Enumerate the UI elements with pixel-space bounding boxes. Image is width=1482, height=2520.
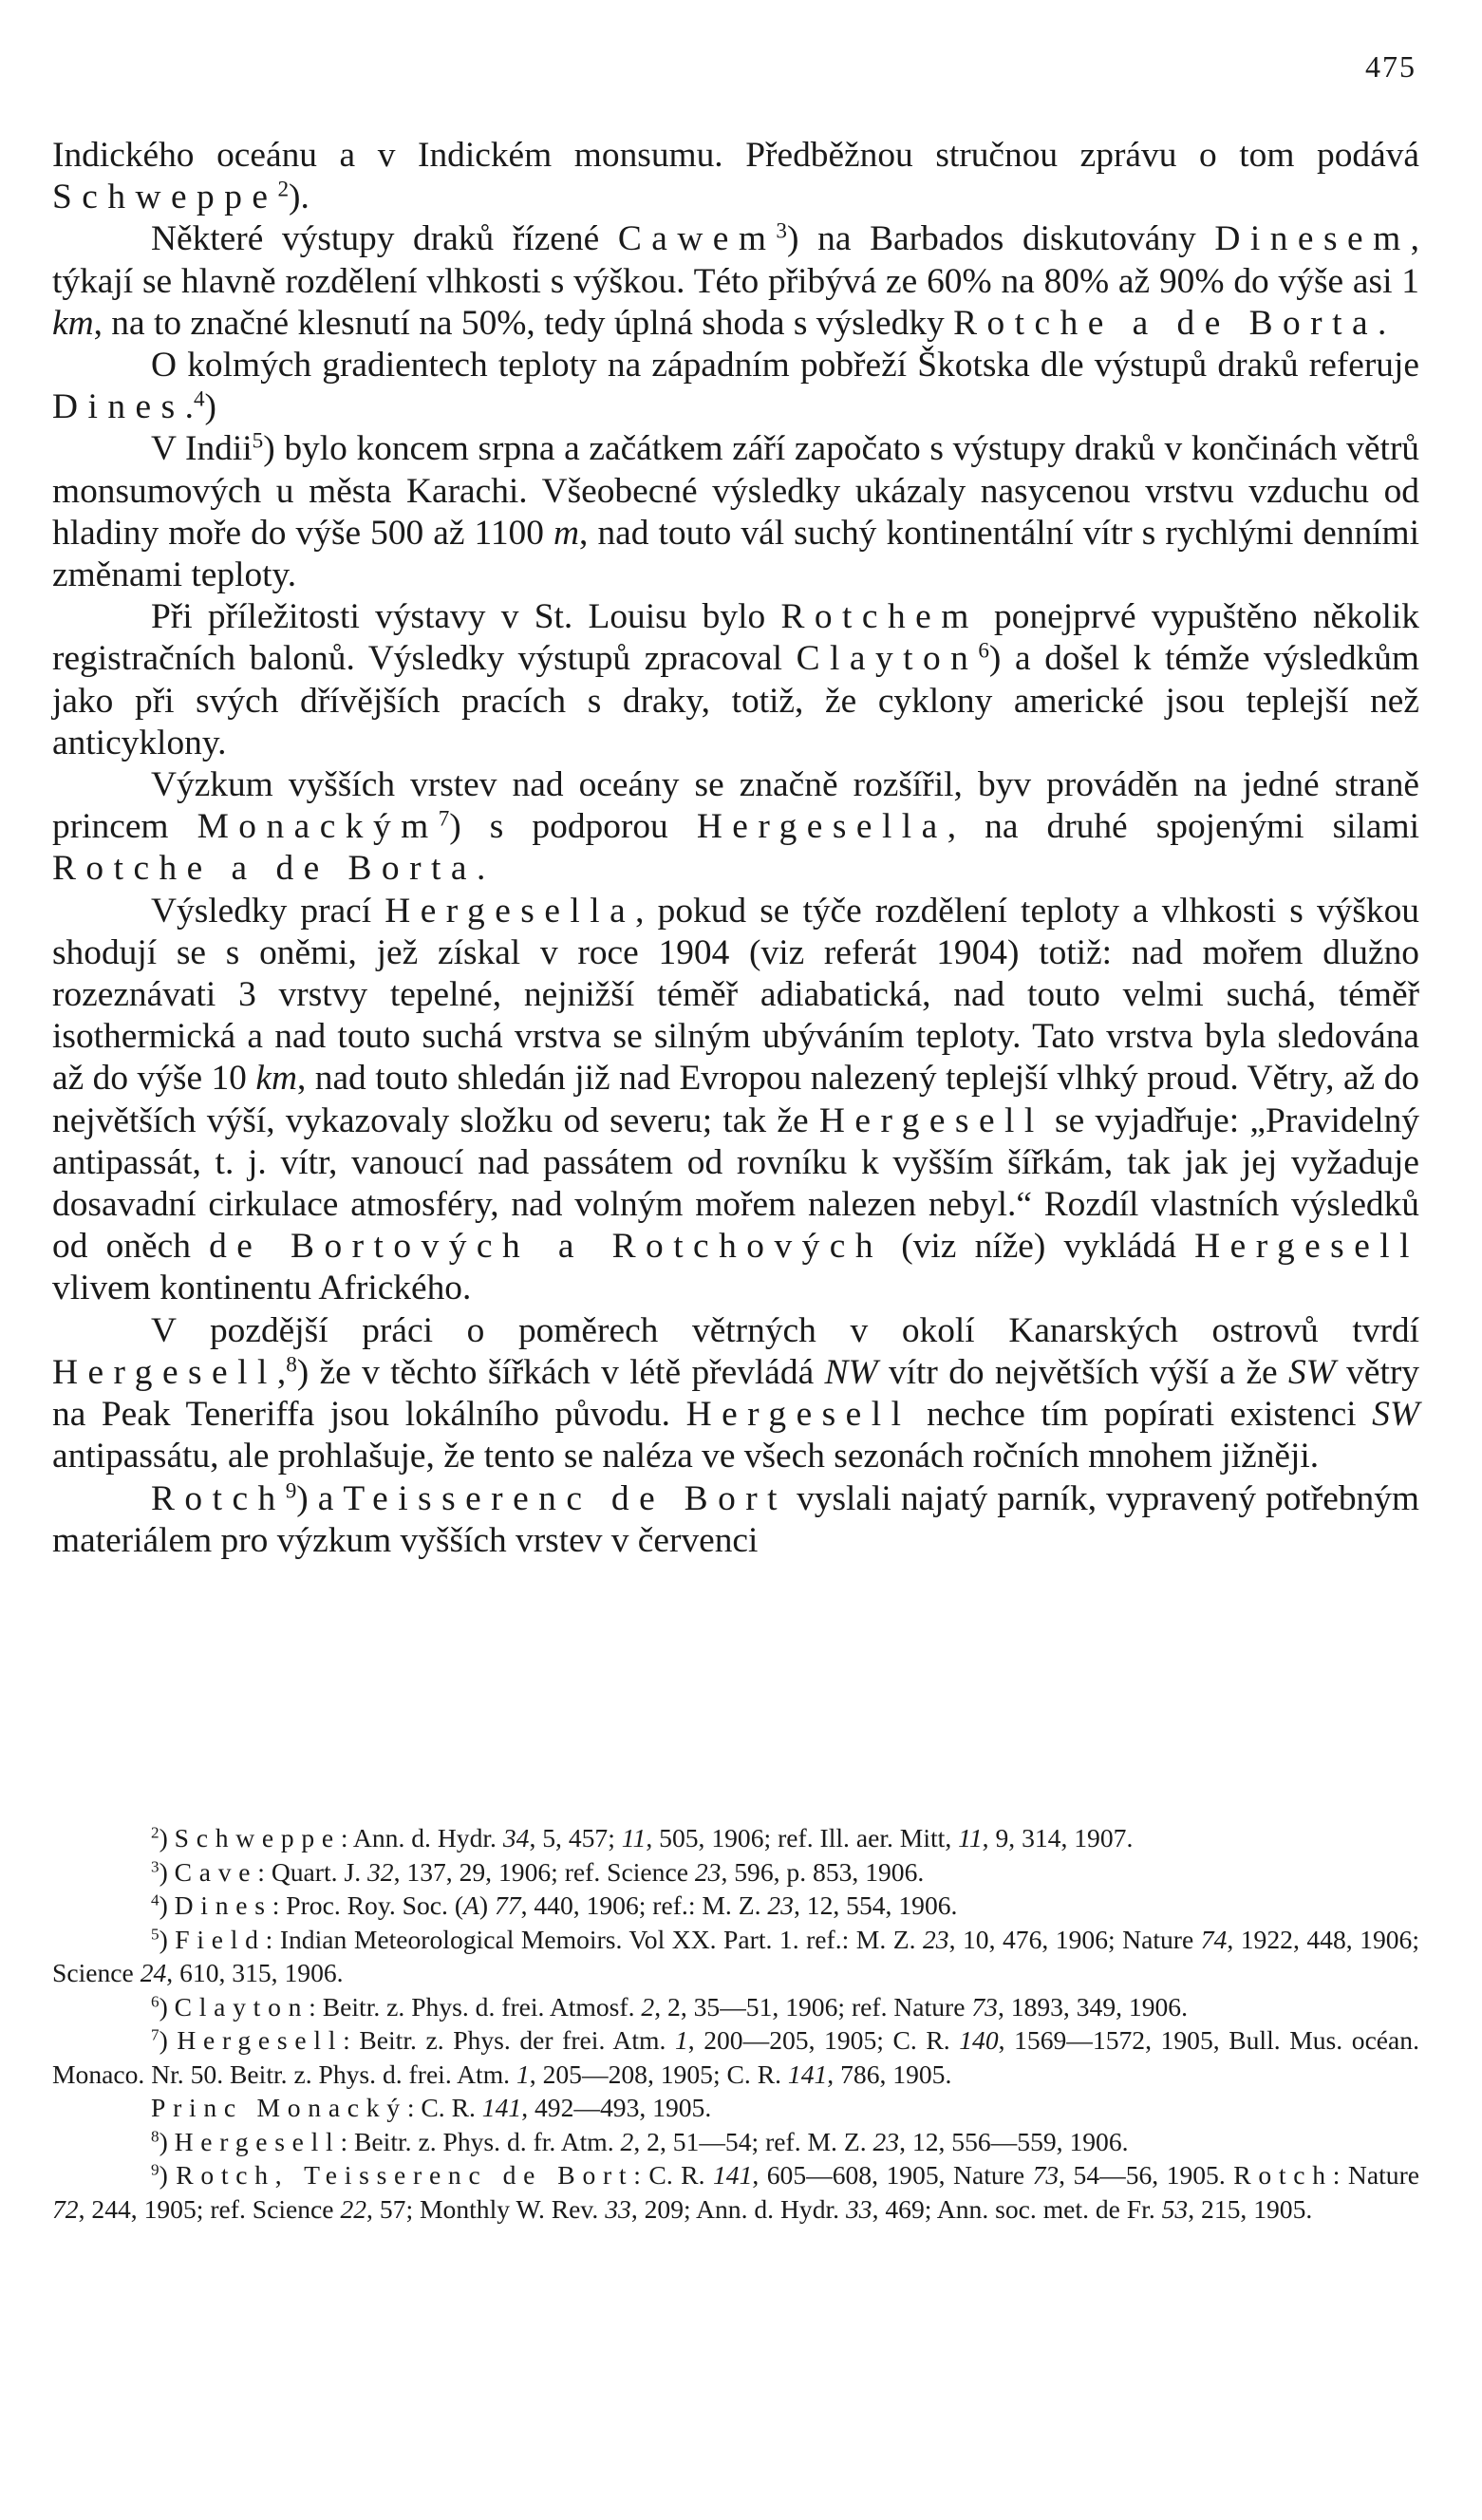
italic-text: m [553, 513, 580, 553]
spaced-name: Rotche a de Borta [52, 849, 477, 889]
text-run: : Quart. J. [257, 1856, 367, 1887]
text-run: V pozdější práci o poměrech větrných v okolí Kanarských ostrovů tvrdí [151, 1310, 1419, 1350]
italic-text: 32 [367, 1856, 394, 1887]
spaced-name: Cawem [617, 219, 777, 259]
spaced-name: Hergesell [174, 2126, 341, 2156]
text-run: , 9, 314, 1907. [982, 1823, 1134, 1852]
spaced-name: de Bortových a Rotchových [209, 1227, 884, 1267]
text-run: , 1893, 349, 1906. [997, 1991, 1188, 2022]
text-run: ) [478, 1890, 495, 1920]
text-run: , pokud se týče rozdělení teploty a vlhkosti s výškou shodují se s oněmi, jež získal v roce 1904 (viz referát 1904) totiž: nad mořem dlužno rozeznávati 3 vrstvy tepelné, nejnižší téměř adiabatická, nad touto velmi suchá, téměř isothermická a nad touto suchá vrstva se silným ubýváním teploty. Tato vrstva byla sledována až do výše 10 [52, 891, 1419, 1099]
text-run: : Beitr. z. Phys. der frei. Atm. [343, 2025, 675, 2055]
text-run: , nad touto vál suchý kontinentální vítr s rychlými denními změnami teploty. [52, 513, 1419, 595]
footnotes [52, 1821, 1419, 2226]
footnote [52, 2158, 1419, 2226]
spaced-name: Hergesell [1194, 1227, 1419, 1267]
footnote [52, 1923, 1419, 1990]
footnote-ref: 5 [151, 1925, 159, 1944]
text-run: , 215, 1905. [1188, 2193, 1313, 2224]
footnote-ref: 5 [252, 428, 264, 454]
text-run: , 205—208, 1905; C. R. [529, 2059, 788, 2089]
text-run: vlivem kontinentu Afrického. [52, 1269, 472, 1308]
italic-text: 73 [1032, 2160, 1060, 2190]
spaced-name: Schweppe [52, 178, 278, 217]
text-run: , [276, 1352, 287, 1392]
footnote-ref: 2 [151, 1823, 159, 1842]
text-run: , 596, p. 853, 1906. [721, 1856, 925, 1887]
spaced-name: Hergesell [818, 1100, 1044, 1140]
spaced-name: Hergesell [177, 2025, 344, 2055]
footnote [52, 1990, 1419, 2024]
spaced-name: Dines [174, 1890, 272, 1920]
spaced-name: Cave [174, 1856, 258, 1887]
italic-text: 23 [872, 2126, 900, 2156]
italic-text: 22 [340, 2193, 367, 2224]
text-run: , 440, 1906; ref.: M. Z. [520, 1890, 768, 1920]
spaced-name: Teisserenc de Bort [343, 1478, 788, 1518]
spaced-name: Dines [52, 387, 185, 427]
italic-text: SW [1372, 1395, 1419, 1435]
spaced-name: Dinesem [1214, 219, 1411, 259]
footnote-ref: 9 [285, 1477, 297, 1503]
text-run: nechce tím popírati existenci [910, 1395, 1373, 1435]
paragraph [52, 345, 1419, 428]
spaced-name: Rotchem [780, 597, 979, 637]
text-run: : C. R. [406, 2093, 482, 2122]
footnote-ref: 8 [286, 1352, 297, 1378]
italic-text: 2 [620, 2126, 634, 2156]
text-run: , týkají se hlavně rozdělení vlhkosti s výškou. Této přibývá ze 60% na 80% až 90% do výše asi 1 [52, 219, 1419, 301]
text-run: , 5, 457; [529, 1823, 622, 1852]
footnote-ref: 4 [193, 386, 205, 412]
text-run: , 12, 554, 1906. [793, 1890, 958, 1920]
italic-text: 34 [502, 1823, 530, 1852]
text-run: (viz níže) vykládá [883, 1227, 1195, 1267]
text-run: ) [159, 1856, 175, 1887]
text-run: ) a došel k témže výsledkům jako při svých dřívějších pracích s draky, totiž, že cyklony americké jsou teplejší než anticyklony. [52, 639, 1419, 762]
text-run: : Beitr. z. Phys. d. frei. Atmosf. [309, 1991, 642, 2022]
italic-text: km [255, 1059, 297, 1099]
spaced-name: Clayton [174, 1991, 310, 2022]
text-run: Výzkum vyšších vrstev nad oceány se značně rozšířil, byv prováděn na jedné straně princem [52, 765, 1419, 847]
text-run: vyslali najatý parník, vypravený potřebným materiálem pro výzkum vyšších vrstev v červenci [52, 1478, 1419, 1560]
text-run: : C. R. [633, 2160, 713, 2190]
italic-text: 141 [481, 2093, 522, 2122]
footnote [52, 2125, 1419, 2159]
paragraph [52, 1310, 1419, 1478]
text-run: , nad touto shledán již nad Evropou nalezený teplejší vlhký proud. Větry, až do největších výší, vykazovaly složku od severu; tak že [52, 1059, 1419, 1140]
spaced-name: Clayton [796, 639, 979, 679]
text-run: , 54—56, 1905. [1059, 2160, 1234, 2190]
text-run: . [1378, 303, 1387, 343]
text-run: ). [289, 178, 310, 217]
text-run: , 505, 1906; ref. Ill. aer. Mitt, [646, 1823, 959, 1852]
italic-text: 11 [958, 1823, 983, 1852]
italic-text: 11 [621, 1823, 647, 1852]
italic-text: 33 [605, 2193, 631, 2224]
italic-text: 72 [52, 2193, 79, 2224]
italic-text: 2 [641, 1991, 655, 2022]
italic-text: 141 [787, 2059, 828, 2089]
italic-text: 33 [845, 2193, 872, 2224]
text-run: , 1922, 448, 1906; Science [52, 1924, 1419, 1987]
text-run: : Ann. d. Hydr. [340, 1823, 503, 1852]
italic-text: 23 [694, 1856, 722, 1887]
text-run: ) bylo koncem srpna a začátkem září započato s výstupy draků v končinách větrů monsumových u města Karachi. Všeobecné výsledky ukázaly nasycenou vrstvu vzduchu od hladiny moře do výše 500 až 1100 [52, 429, 1419, 553]
text-run: V Indii [151, 429, 253, 469]
text-run: Při příležitosti výstavy v St. Louisu bylo [151, 597, 781, 637]
spaced-name: Hergesell [685, 1395, 911, 1435]
paragraph [52, 135, 1419, 218]
text-run: ) [159, 2025, 178, 2055]
text-run: ) [159, 2160, 177, 2190]
text-run: ponejprvé vypuštěno několik registračních balonů. Výsledky výstupů zpracoval [52, 597, 1419, 679]
italic-text: km [52, 303, 94, 343]
italic-text: SW [1287, 1352, 1336, 1392]
footnote-ref: 8 [151, 2127, 159, 2146]
paragraph [52, 428, 1419, 596]
text-run: , 137, 29, 1906; ref. Science [393, 1856, 695, 1887]
text-run: ) [159, 1890, 175, 1920]
italic-text: 74 [1200, 1924, 1228, 1954]
text-run: Výsledky prací [151, 891, 385, 931]
text-run: , 209; Ann. d. Hydr. [630, 2193, 846, 2224]
text-run: , 57; Monthly W. Rev. [366, 2193, 606, 2224]
paragraph [52, 891, 1419, 1310]
footnote-ref: 4 [151, 1890, 159, 1909]
text-run: ) [204, 387, 216, 427]
spaced-name: Hergesell [52, 1352, 277, 1392]
page-number: 475 [1365, 49, 1416, 84]
italic-text: 23 [767, 1890, 794, 1920]
footnote [52, 1855, 1419, 1890]
spaced-name: Princ Monacký [151, 2093, 407, 2122]
italic-text: 1 [516, 2059, 530, 2089]
text-run: , 786, 1905. [827, 2059, 952, 2089]
text-run: : Nature [1332, 2160, 1420, 2190]
spaced-name: Hergesella [385, 891, 636, 931]
footnote-ref: 3 [776, 218, 788, 244]
text-run: ) [159, 1924, 176, 1954]
footnote-ref: 6 [978, 638, 989, 664]
paragraph [52, 1478, 1419, 1562]
text-run: . [184, 387, 194, 427]
text-run: , 610, 315, 1906. [166, 1958, 344, 1987]
italic-text: 73 [971, 1991, 998, 2022]
spaced-name: Rotche a de Borta [953, 303, 1379, 343]
footnote-ref: 3 [151, 1857, 159, 1876]
italic-text: 77 [494, 1890, 521, 1920]
spaced-name: Field [175, 1924, 266, 1954]
italic-text: 24 [140, 1958, 167, 1987]
footnote [52, 2023, 1419, 2091]
text-run: , 244, 1905; ref. Science [78, 2193, 341, 2224]
text-run: : Beitr. z. Phys. d. fr. Atm. [340, 2126, 621, 2156]
text-run: se vyjadřuje: „Pravidelný antipassát, t. j. vítr, vanoucí nad passátem od rovníku k vyšším šířkám, tak jak jej vyžaduje dosavadní cirkulace atmosféry, nad volným mořem nalezen nebyl.“ Rozdíl vlastních výsledků od oněch [52, 1100, 1419, 1267]
text-run: vítr do největších výší a že [877, 1352, 1288, 1392]
italic-text: A [463, 1890, 479, 1920]
text-run: ) [159, 1991, 175, 2022]
italic-text: 53 [1161, 2193, 1189, 2224]
text-run: Některé výstupy draků řízené [151, 219, 618, 259]
italic-text: 23 [923, 1924, 949, 1954]
paragraph [52, 218, 1419, 345]
paragraph [52, 764, 1419, 891]
text-run: , na druhé spojenými silami [947, 807, 1419, 847]
footnote-ref: 7 [438, 806, 450, 832]
text-run: Indického oceánu a v Indickém monsumu. Předběžnou stručnou zprávu o tom podává [52, 136, 1419, 175]
text-run: ) že v těchto šířkách v létě převládá [296, 1352, 825, 1392]
italic-text: NW [824, 1352, 878, 1392]
text-run: ) [159, 1823, 175, 1852]
text-run: . [476, 849, 486, 889]
text-run: O kolmých gradientech teploty na západním pobřeží Škotska dle výstupů draků referuje [151, 346, 1419, 386]
text-run: , 2, 51—54; ref. M. Z. [633, 2126, 873, 2156]
footnote [52, 2091, 1419, 2125]
text-run: , 10, 476, 1906; Nature [948, 1924, 1201, 1954]
text-run: , na to značné klesnutí na 50%, tedy úplná shoda s výsledky [93, 303, 954, 343]
footnote [52, 1889, 1419, 1923]
text-run: , 200—205, 1905; C. R. [687, 2025, 960, 2055]
text-run: : Proc. Roy. Soc. ( [272, 1890, 464, 1920]
text-run: , 605—608, 1905, Nature [752, 2160, 1033, 2190]
footnote-ref: 9 [151, 2160, 159, 2179]
italic-text: 141 [712, 2160, 753, 2190]
text-run: větry na Peak Teneriffa jsou lokálního původu. [52, 1352, 1419, 1435]
body-text [52, 135, 1419, 1562]
footnote-ref: 6 [151, 1992, 159, 2011]
italic-text: 140 [959, 2025, 999, 2055]
text-run: ) [159, 2126, 175, 2156]
text-run: , 12, 556—559, 1906. [899, 2126, 1129, 2156]
text-run: , 492—493, 1905. [521, 2093, 712, 2122]
footnote-ref: 7 [151, 2025, 159, 2044]
text-run: : Indian Meteorological Memoirs. Vol XX. Part. 1. ref.: M. Z. [265, 1924, 923, 1954]
footnote [52, 1821, 1419, 1855]
paragraph [52, 596, 1419, 764]
spaced-name: Rotch [1233, 2160, 1333, 2190]
footnote-ref: 2 [277, 177, 290, 202]
spaced-name: Monackým [197, 807, 439, 847]
text-run: antipassátu, ale prohlašuje, že tento se naléza ve všech sezonách ročních mnohem jižněji. [52, 1437, 1320, 1476]
text-run: ) s podporou [449, 807, 697, 847]
text-run: , 469; Ann. soc. met. de Fr. [872, 2193, 1162, 2224]
spaced-name: Rotch [151, 1478, 286, 1518]
text-run: , 2, 35—51, 1906; ref. Nature [654, 1991, 972, 2022]
spaced-name: Hergesella [696, 807, 947, 847]
italic-text: 1 [674, 2025, 688, 2055]
text-run: ) a [296, 1478, 344, 1518]
spaced-name: Schweppe [174, 1823, 341, 1852]
text-run: , 1569—1572, 1905, Bull. Mus. océan. Monaco. Nr. 50. Beitr. z. Phys. d. frei. Atm. [52, 2025, 1420, 2089]
spaced-name: Rotch, Teisserenc de Bort [176, 2160, 634, 2190]
text-run: ) na Barbados diskutovány [787, 219, 1215, 259]
